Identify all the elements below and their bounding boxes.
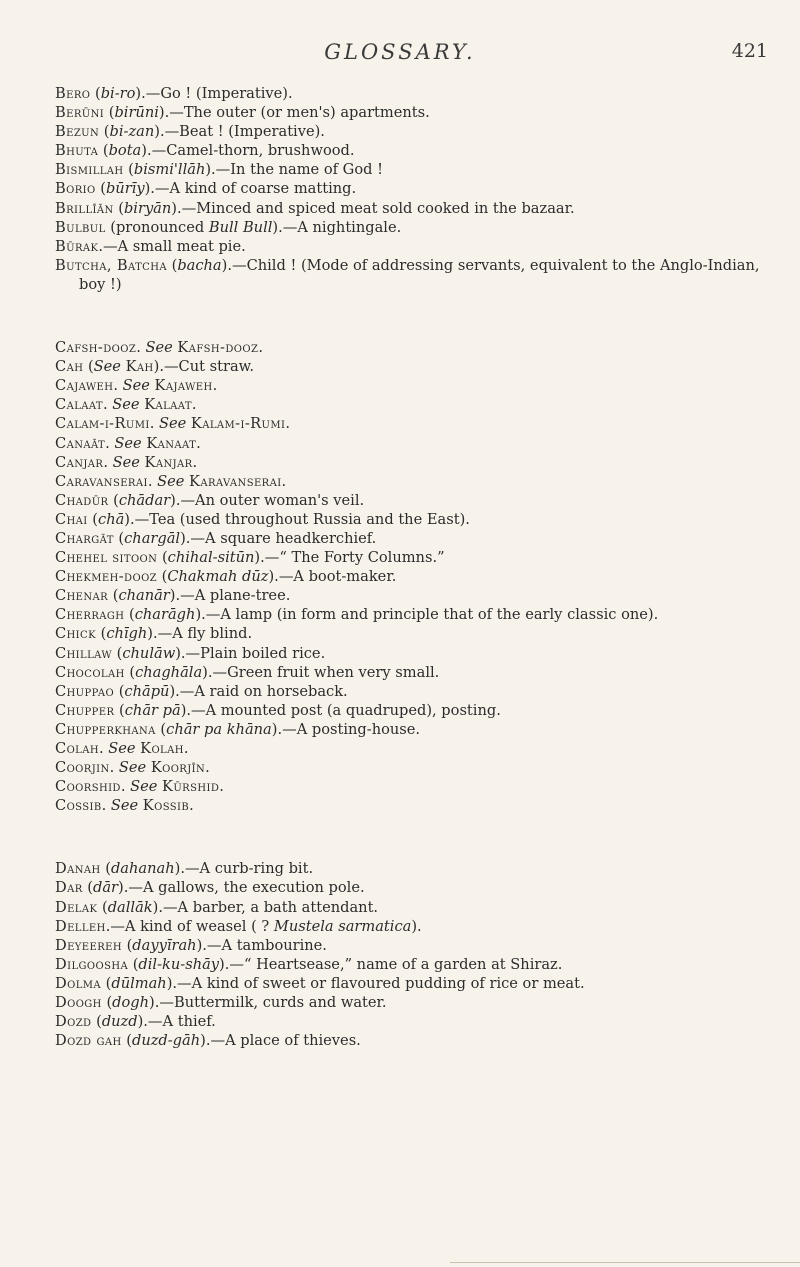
entry-definition: .—Green fruit when very small. (207, 663, 440, 681)
glossary-entry: Chargāt (chargāl).—A square headkerchief. (55, 529, 377, 547)
entry-definition: .—A posting-house. (277, 720, 421, 738)
glossary-entry: Chehel sitoon (chihal-sitūn).—“ The Forty Columns.” (55, 549, 445, 567)
entry-headword: Dozd gah (55, 1032, 122, 1050)
entry-prefix: ( (83, 358, 94, 376)
entry-pronunciation: chihal-sitūn (167, 549, 255, 567)
entry-definition-end: ). (411, 917, 422, 935)
entry-headword: Chuppao (55, 682, 115, 700)
entry-see-word: See (118, 759, 147, 777)
entry-cross-reference: Kah (125, 358, 154, 376)
entry-see-word: See (93, 358, 121, 376)
entry-definition: .—A fly blind. (153, 625, 253, 643)
entry-headword: Butcha, Batcha (55, 256, 167, 274)
entry-definition: .—A tambourine. (202, 936, 327, 954)
entry-cross-reference: Kanjar. (144, 453, 198, 471)
entry-see-word: See (157, 472, 185, 490)
entry-headword: Dolma (55, 974, 102, 992)
glossary-entry: Coorshid. See Kūrshid. (55, 778, 225, 796)
glossary-entry: Borio (būrīy).—A kind of coarse matting. (55, 180, 357, 198)
entry-see-word: See (110, 797, 139, 815)
entry-pronunciation: dūlmah (111, 974, 167, 992)
glossary-entry: Dar (dār).—A gallows, the execution pole. (55, 879, 365, 897)
entry-definition: .—The outer (or men's) apartments. (164, 104, 430, 122)
entry-headword: Chai (55, 510, 88, 528)
glossary-entry: Cafsh-dooz. See Kafsh-dooz. (55, 339, 264, 357)
entry-definition: .—A square headkerchief. (185, 529, 377, 547)
glossary-entry: Bhuta (bota).—Camel-thorn, brushwood. (55, 142, 355, 160)
entry-prefix: (pronounced (105, 218, 209, 236)
entry-pronunciation: dahanah (110, 860, 175, 878)
entry-pronunciation: chargāl (124, 529, 181, 547)
entry-definition: .—A kind of weasel ( ? (105, 917, 274, 935)
glossary-entry (55, 237, 775, 256)
entry-definition: .—Buttermilk, curds and water. (154, 994, 387, 1012)
glossary-entry: Chocolah (chaghāla).—Green fruit when very small. (55, 663, 440, 681)
entry-headword: Doogh (55, 994, 102, 1012)
entry-cross-reference: Kafsh-dooz. (177, 339, 264, 357)
entry-pronunciation: dil-ku-shāy (138, 955, 220, 973)
entry-headword: Borio (55, 180, 96, 198)
entry-headword: Chekmeh-dooz (55, 568, 158, 586)
glossary-entry: Chadūr (chādar).—An outer woman's veil. (55, 491, 365, 509)
entry-pronunciation: birūni (114, 104, 159, 122)
page-number: 421 (731, 40, 768, 62)
entry-see-word: See (122, 377, 150, 395)
glossary-entry: Dolma (dūlmah).—A kind of sweet or flavoured pudding of rice or meat. (55, 974, 585, 992)
glossary-entry: Brillīān (biryān).—Minced and spiced meat sold cooked in the bazaar. (55, 199, 575, 217)
entry-pronunciation: chanār (118, 587, 170, 605)
glossary-entry: Cossib. See Kossib. (55, 797, 195, 815)
entry-pronunciation: bota (108, 142, 142, 160)
glossary-entry (55, 218, 775, 237)
entry-definition: .—A mounted post (a quadruped), posting. (186, 701, 501, 719)
glossary-entry: Cajaweh. See Kajaweh. (55, 377, 218, 395)
entry-headword: Chargāt (55, 529, 114, 547)
entry-cross-reference: Kajaweh. (154, 377, 218, 395)
entry-cross-reference: Koorjīn. (150, 759, 211, 777)
entry-see-word: See (112, 396, 140, 414)
entry-headword: Chenar (55, 587, 109, 605)
entry-pronunciation: chaghāla (135, 663, 203, 681)
entry-definition: ).—Cut straw. (153, 358, 255, 376)
entry-headword: Colah (55, 740, 99, 757)
entry-pronunciation: dogh (112, 994, 150, 1012)
entry-definition: ).—A boot-maker. (268, 568, 397, 586)
entry-headword: Canaāt (55, 434, 106, 452)
glossary-entry: Chupperkhana (chār pa khāna).—A posting-house. (55, 720, 421, 738)
running-title: GLOSSARY. (324, 40, 476, 64)
entry-definition: .—Go ! (Imperative). (141, 85, 293, 102)
glossary-entry (55, 917, 775, 936)
entry-headword: Coorjin (55, 759, 110, 777)
entry-pronunciation: chār pa khāna (166, 720, 272, 738)
glossary-entry: Chillaw (chulāw).—Plain boiled rice. (55, 644, 326, 662)
entry-pronunciation: bi-ro (100, 85, 136, 102)
glossary-entry: Canjar. See Kanjar. (55, 453, 198, 471)
entry-definition: .—Tea (used throughout Russia and the East). (130, 510, 470, 528)
entry-definition: .—A kind of coarse matting. (150, 180, 357, 198)
entry-definition: .—A gallows, the execution pole. (123, 879, 365, 897)
entry-see-word: See (159, 415, 187, 433)
entry-headword: Dilgoosha (55, 955, 129, 973)
entry-headword: Brillīān (55, 199, 114, 217)
footer-rule (450, 1262, 800, 1263)
entry-definition: .—A lamp (in form and principle that of the early classic one). (201, 606, 659, 624)
entry-pronunciation: būrīy (105, 180, 145, 198)
entry-headword: Chehel sitoon (55, 549, 158, 567)
glossary-entry: Dozd (duzd).—A thief. (55, 1013, 216, 1031)
entry-definition: .—Plain boiled rice. (180, 644, 326, 662)
entry-headword: Cajaweh (55, 377, 114, 395)
entry-cross-reference: Kossib. (142, 797, 195, 815)
glossary-entry: Caravanserai. See Karavanserai. (55, 472, 287, 490)
running-head (0, 40, 800, 70)
entry-pronunciation: biryān (123, 199, 172, 217)
entry-headword: Calam-i-Rumi (55, 415, 150, 433)
glossary-section-c (55, 338, 775, 815)
entry-definition: ).—A nightingale. (272, 218, 402, 236)
entry-headword: Coorshid (55, 778, 121, 796)
glossary-entry: Danah (dahanah).—A curb-ring bit. (55, 860, 314, 878)
entry-definition: .—Child ! (Mode of addressing servants, equivalent to the Anglo-Indian, boy !) (79, 256, 760, 293)
entry-headword: Caravanserai (55, 472, 148, 490)
entry-pronunciation: dallāk (107, 898, 153, 916)
entry-headword: Berūni (55, 104, 105, 122)
entry-definition: .—An outer woman's veil. (175, 491, 365, 509)
entry-pronunciation: bi-zan (109, 123, 155, 141)
glossary-section-d (55, 859, 775, 1050)
entry-pronunciation: bismi'llāh (133, 161, 206, 179)
entry-see-word: See (130, 778, 158, 796)
glossary-entry: Dozd gah (duzd-gāh).—A place of thieves. (55, 1032, 361, 1050)
entry-definition: .—Camel-thorn, brushwood. (146, 142, 355, 160)
glossary-entry: Colah. See Kolah. (55, 740, 189, 757)
entry-headword: Calaat (55, 396, 103, 414)
glossary-entry (55, 357, 775, 376)
entry-headword: Dar (55, 879, 83, 897)
glossary-entry: Bero (bi-ro).—Go ! (Imperative). (55, 85, 293, 102)
entry-headword: Cafsh-dooz (55, 339, 137, 357)
entry-headword: Cherragh (55, 606, 125, 624)
entry-headword: Chick (55, 625, 96, 643)
entry-headword: Delleh (55, 917, 106, 935)
glossary-entry: Berūni (birūni).—The outer (or men's) apartments. (55, 104, 430, 122)
entry-pronunciation: Chakmah dūz (167, 568, 269, 586)
glossary-entry: Doogh (dogh).—Buttermilk, curds and water. (55, 994, 387, 1012)
entry-cross-reference: Kalaat. (144, 396, 197, 414)
entry-definition: .—A curb-ring bit. (180, 860, 314, 878)
entry-pronunciation: chādar (118, 491, 171, 509)
glossary-entry: Delak (dallāk).—A barber, a bath attendant. (55, 898, 379, 916)
entry-cross-reference: Kūrshid. (162, 778, 225, 796)
entry-definition: .—A thief. (143, 1013, 216, 1031)
entry-headword: Bezun (55, 123, 100, 141)
entry-definition: .—A small meat pie. (98, 237, 246, 255)
entry-headword: Bismillah (55, 161, 124, 179)
entry-headword: Chupper (55, 701, 115, 719)
entry-headword: Cah (55, 358, 84, 376)
entry-headword: Dozd (55, 1013, 92, 1031)
glossary-entry: Deyeereh (dayyīrah).—A tambourine. (55, 936, 327, 954)
entry-definition: .—A barber, a bath attendant. (158, 898, 379, 916)
entry-headword: Chupperkhana (55, 720, 156, 738)
entry-cross-reference: Kanaat. (146, 434, 202, 452)
entry-pronunciation: dār (93, 879, 119, 897)
entry-headword: Danah (55, 860, 101, 878)
entry-pronunciation: chār pā (124, 701, 181, 719)
glossary-entry: Cherragh (charāgh).—A lamp (in form and principle that of the early classic one). (55, 606, 659, 624)
glossary-entry: Butcha, Batcha (bacha).—Child ! (Mode of addressing servants, equivalent to the Anglo-Indian, boy !) (55, 256, 760, 293)
entry-pronunciation: duzd (101, 1013, 138, 1031)
glossary-entry: Bezun (bi-zan).—Beat ! (Imperative). (55, 123, 325, 141)
entry-pronunciation: dayyīrah (132, 936, 197, 954)
entry-prefix: ( (157, 568, 168, 586)
entry-pronunciation: bacha (177, 256, 222, 274)
glossary-entry: Chuppao (chāpū).—A raid on horseback. (55, 682, 348, 700)
glossary-entry: Calaat. See Kalaat. (55, 396, 197, 414)
glossary-entry: Chupper (chār pā).—A mounted post (a quadruped), posting. (55, 701, 501, 719)
glossary-entry: Chai (chā).—Tea (used throughout Russia and the East). (55, 510, 470, 528)
entry-definition: .—A place of thieves. (205, 1032, 361, 1050)
entry-headword: Cossib (55, 797, 102, 815)
entry-cross-reference: Kolah. (140, 740, 189, 757)
entry-definition: .—Beat ! (Imperative). (159, 123, 325, 141)
glossary-entry: Dilgoosha (dil-ku-shāy).—“ Heartsease,” name of a garden at Shiraz. (55, 955, 563, 973)
entry-definition: .—Minced and spiced meat sold cooked in the bazaar. (177, 199, 575, 217)
entry-headword: Chadūr (55, 491, 109, 509)
entry-definition-latin: Mustela sarmatica (273, 917, 412, 935)
entry-headword: Delak (55, 898, 98, 916)
entry-cross-reference: Kalam-i-Rumi. (190, 415, 291, 433)
entry-see-word: See (145, 339, 173, 357)
entry-definition: .—A plane-tree. (175, 587, 291, 605)
glossary-body (55, 84, 775, 1050)
glossary-entry: Bismillah (bismi'llāh).—In the name of God ! (55, 161, 383, 179)
entry-headword: Bhuta (55, 142, 99, 160)
entry-headword: Bero (55, 85, 91, 102)
entry-headword: Bulbul (55, 218, 106, 236)
entry-pronunciation: chīgh (106, 625, 148, 643)
glossary-entry (55, 567, 775, 586)
entry-definition: .—“ The Forty Columns.” (260, 549, 445, 567)
glossary-entry: Chick (chīgh).—A fly blind. (55, 625, 253, 643)
entry-definition: .—A kind of sweet or flavoured pudding of rice or meat. (172, 974, 585, 992)
entry-headword: Chillaw (55, 644, 113, 662)
glossary-entry: Calam-i-Rumi. See Kalam-i-Rumi. (55, 415, 291, 433)
entry-cross-reference: Karavanserai. (189, 472, 287, 490)
entry-see-word: See (114, 434, 142, 452)
glossary-entry: Coorjin. See Koorjīn. (55, 759, 211, 777)
entry-pronunciation: chā (98, 510, 125, 528)
entry-pronunciation: charāgh (134, 606, 196, 624)
entry-pronunciation: chulāw (122, 644, 176, 662)
glossary-section-b (55, 84, 775, 294)
entry-pronunciation: chāpū (124, 682, 170, 700)
glossary-entry: Canaāt. See Kanaat. (55, 434, 202, 452)
entry-definition: .—“ Heartsease,” name of a garden at Shiraz. (224, 955, 563, 973)
entry-see-word: See (108, 740, 136, 757)
entry-definition: .—A raid on horseback. (175, 682, 348, 700)
entry-headword: Deyeereh (55, 936, 122, 954)
entry-headword: Canjar (55, 453, 104, 471)
entry-see-word: See (112, 453, 140, 471)
glossary-entry: Chenar (chanār).—A plane-tree. (55, 587, 291, 605)
entry-headword: Būrak (55, 237, 99, 255)
entry-pronunciation: duzd-gāh (131, 1032, 201, 1050)
entry-headword: Chocolah (55, 663, 125, 681)
entry-pronunciation: Bull Bull (208, 218, 273, 236)
entry-definition: .—In the name of God ! (211, 161, 383, 179)
